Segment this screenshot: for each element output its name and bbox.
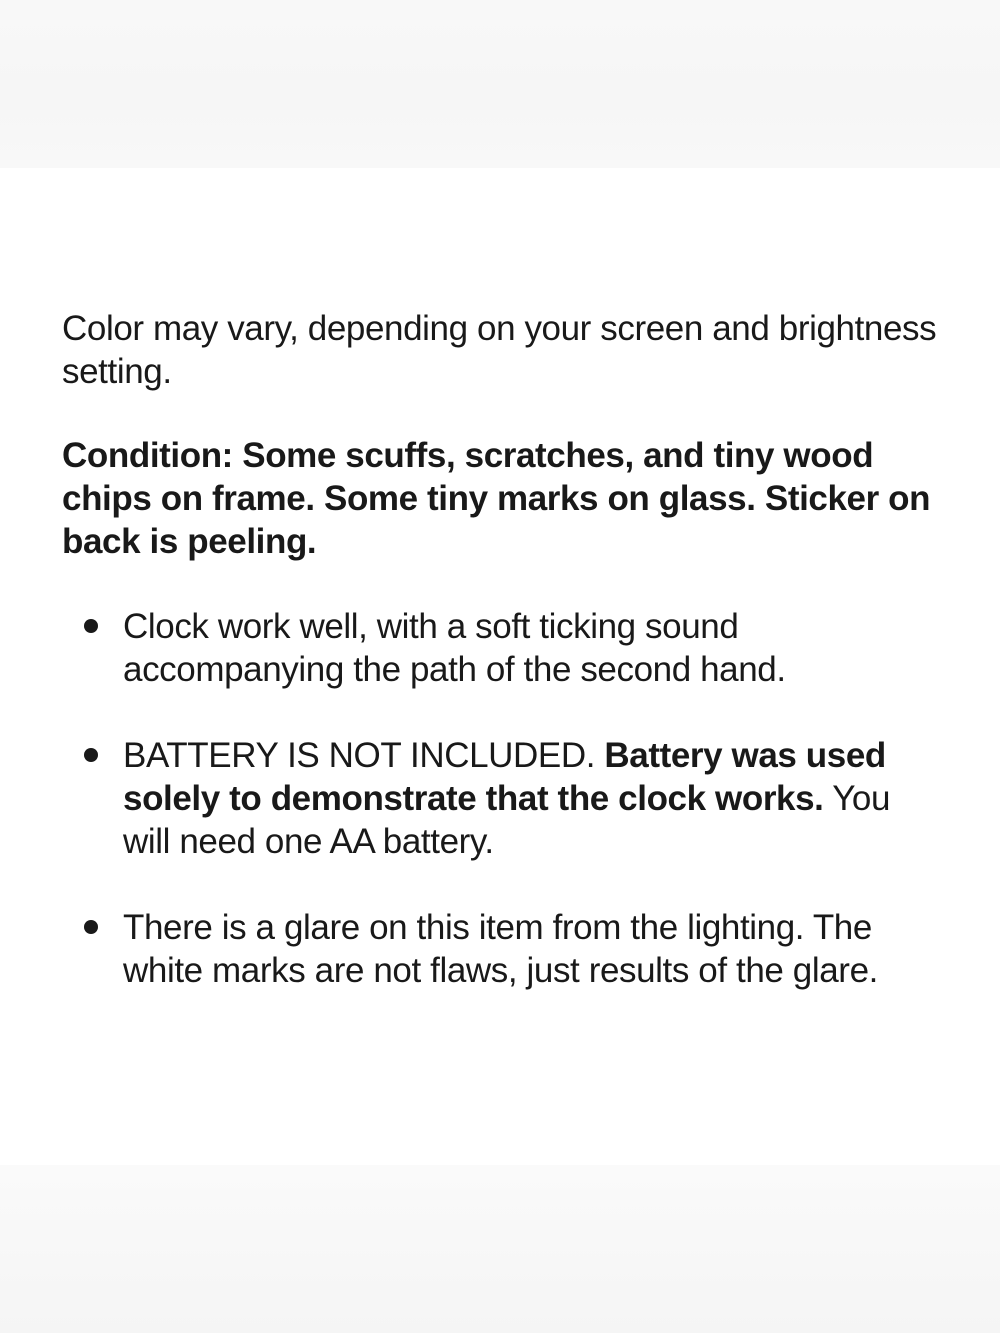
bottom-background-band xyxy=(0,1165,1000,1333)
bullet-dot-icon xyxy=(84,920,98,934)
color-note: Color may vary, depending on your screen and brightness setting. xyxy=(62,309,937,391)
list-item xyxy=(0,906,943,992)
battery-requirement-text: You will need one AA battery. xyxy=(123,779,891,861)
list-item xyxy=(0,734,943,863)
bullet-dot-icon xyxy=(84,748,98,762)
battery-warning-text: BATTERY IS NOT INCLUDED. xyxy=(123,736,605,775)
condition-note: Condition: Some scuffs, scratches, and tiny wood chips on frame. Some tiny marks on glass. Sticker on back is peeling. xyxy=(62,436,931,561)
list-item-text: There is a glare on this item from the lighting. The white marks are not flaws, just results of the glare. xyxy=(123,908,878,990)
item-description-panel xyxy=(0,168,1000,1165)
battery-demo-note: Battery was used solely to demonstrate that the clock works. xyxy=(123,736,886,818)
top-background-band xyxy=(0,0,1000,168)
list-item xyxy=(0,605,943,691)
list-item-text: Clock work well, with a soft ticking sound accompanying the path of the second hand. xyxy=(123,607,786,689)
feature-list xyxy=(0,605,1000,992)
bullet-dot-icon xyxy=(84,619,98,633)
